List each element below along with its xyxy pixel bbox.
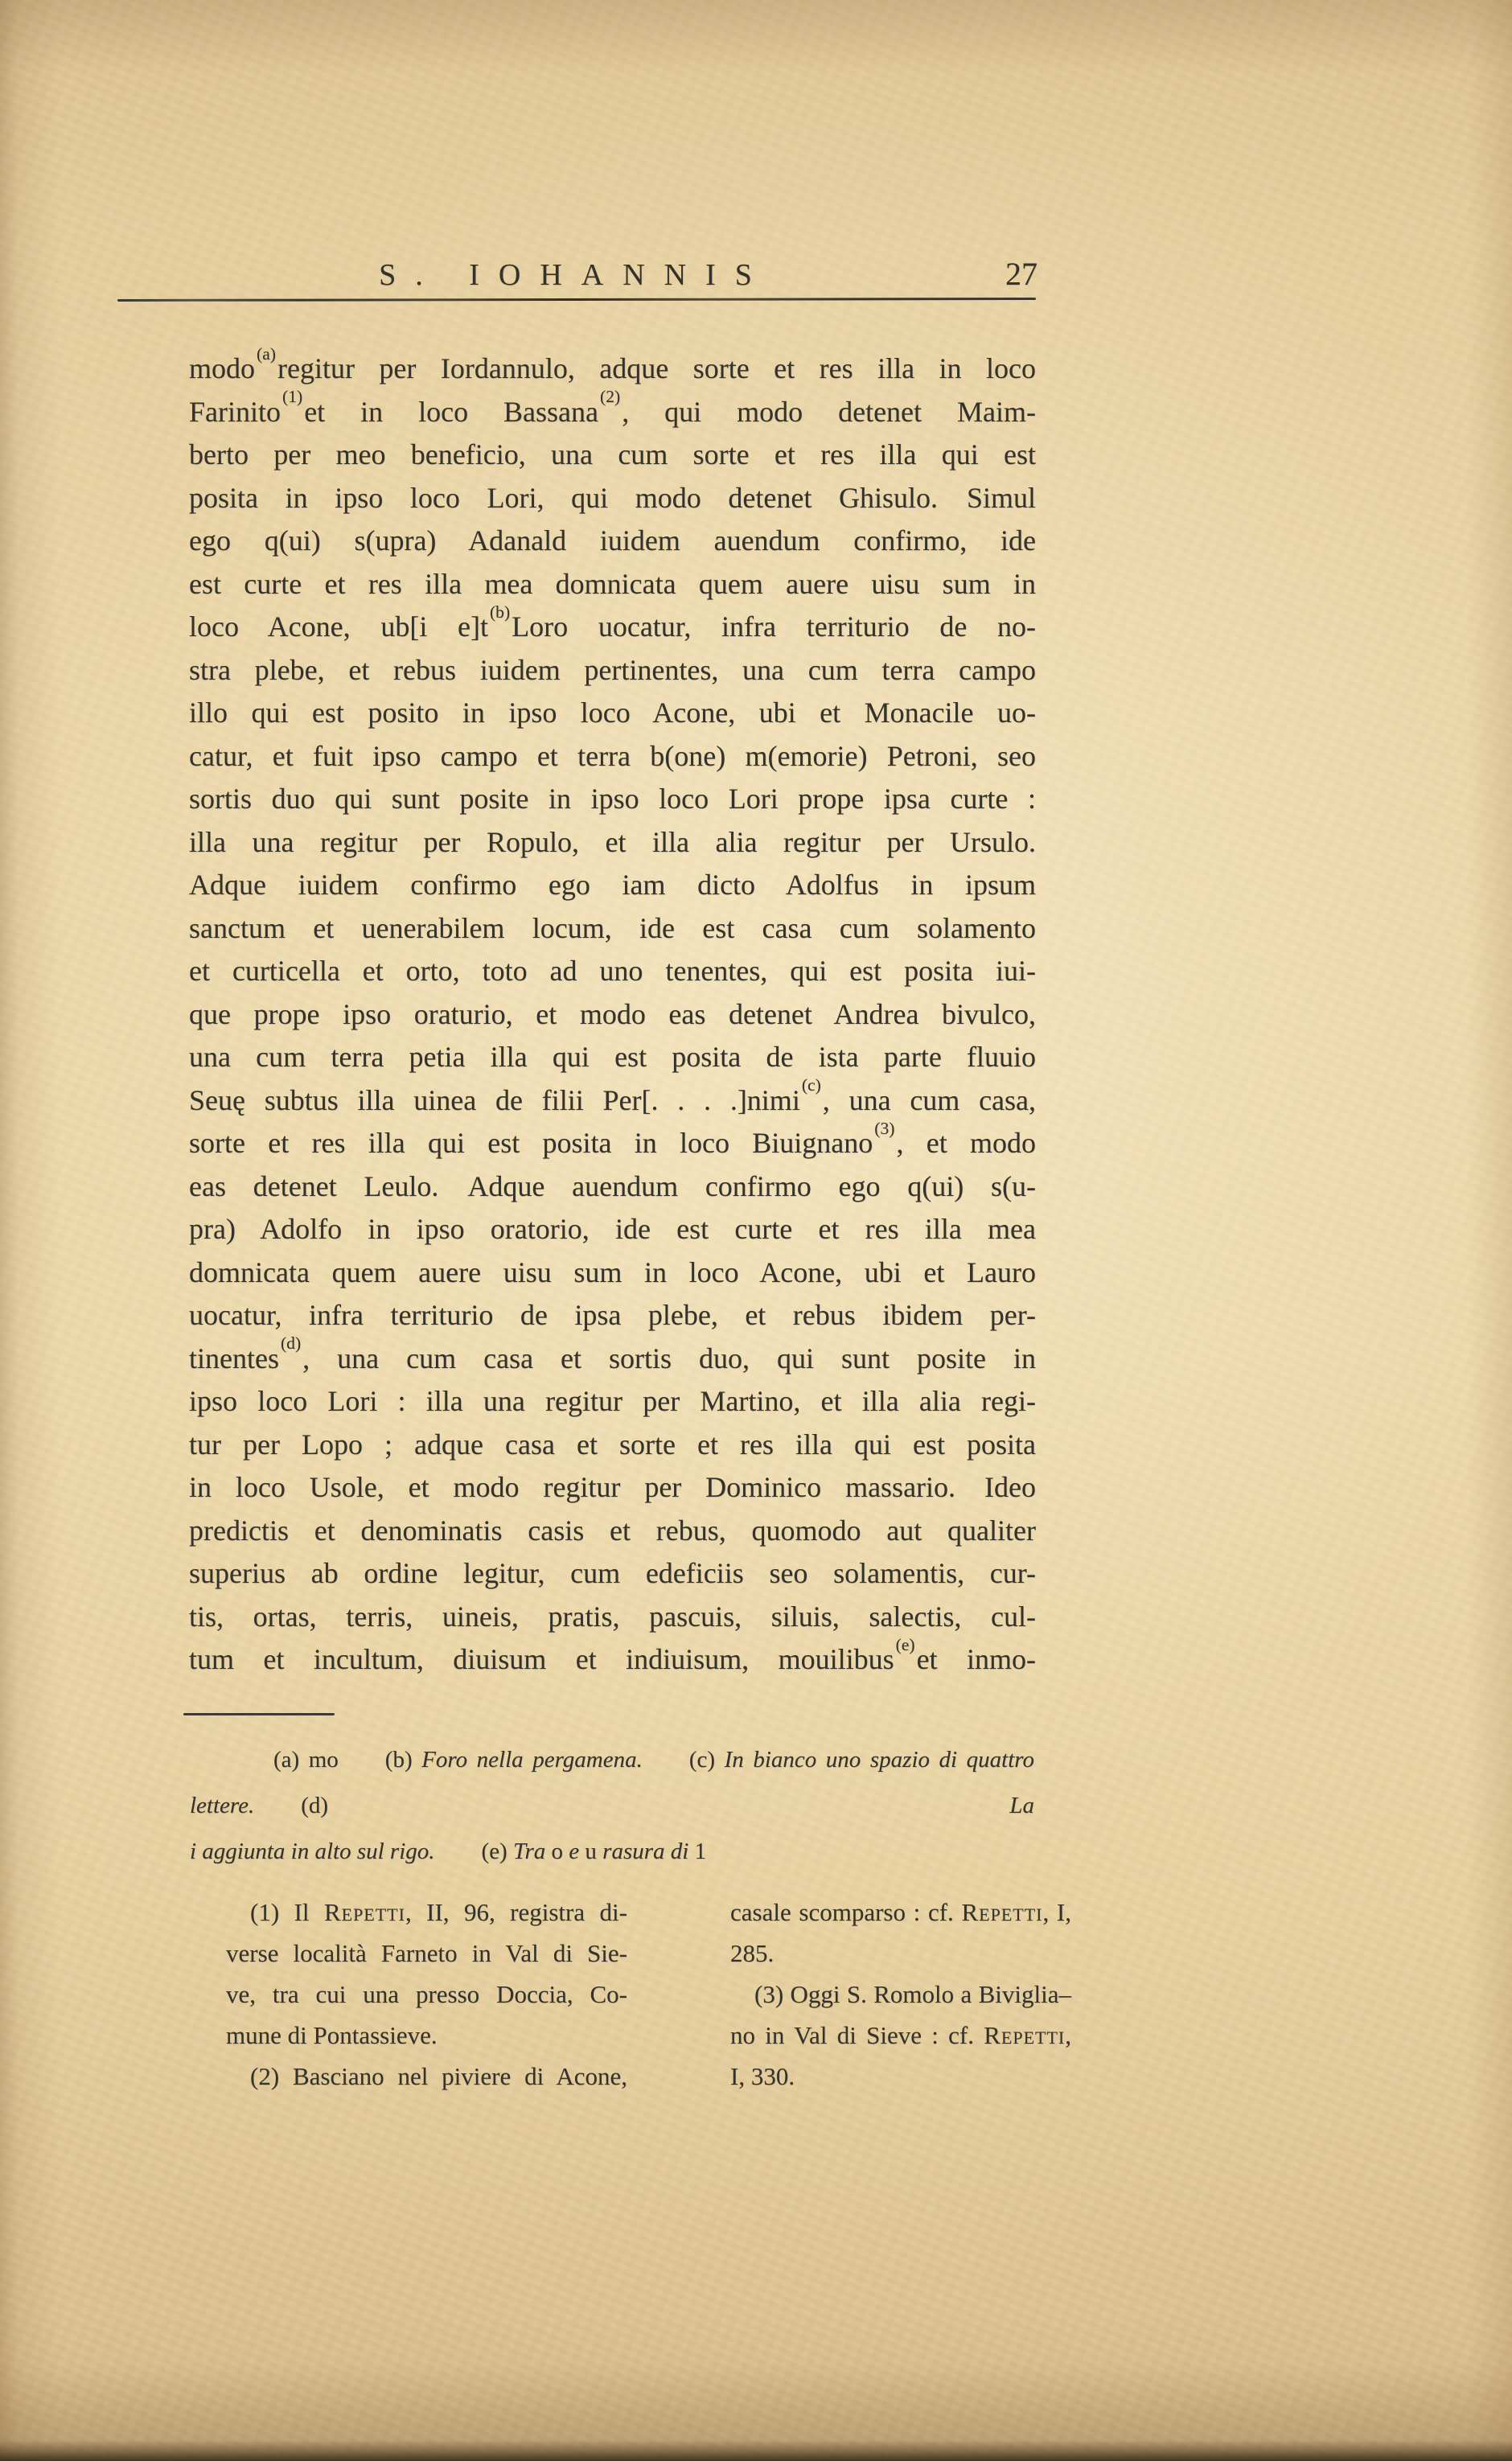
text-line: modo$^{(a)}$regitur per Iordannulo, adque sorte et res illa in loco <box>189 343 1036 384</box>
footnote-marker: (3) <box>874 1118 895 1138</box>
text-line: catur, et fuit ipso campo et terra b(one) m(emorie) Petroni, seo <box>189 739 1036 772</box>
footnotes-left-column <box>226 1892 627 2097</box>
text-line: ipso loco Lori : illa una regitur per Martino, et illa alia regi- <box>189 1385 1036 1417</box>
text-line: uocatur, infra territurio de ipsa plebe, et rebus ibidem per- <box>189 1299 1036 1331</box>
text-line: pra) Adolfo in ipso oratorio, ide est curte et res illa mea <box>189 1213 1036 1245</box>
text-line: Adque iuidem confirmo ego iam dicto Adolfus in ipsum <box>189 869 1036 901</box>
footnote-marker: (d) <box>280 1333 302 1354</box>
footnote-marker: (b) <box>489 602 511 622</box>
text-line: i aggiunta in alto sul rigo. (e) Tra o e u rasura di 1 <box>190 1839 707 1864</box>
text-line: no in Val di Sieve : cf. Repetti, <box>730 2021 1071 2049</box>
small-caps-name: Repetti <box>984 2021 1066 2049</box>
critical-apparatus-notes <box>190 1737 1034 1875</box>
styled-text: Foro nella pergamena. <box>421 1747 643 1773</box>
text-line: sorte et res illa qui est posita in loco Biuignano$^{(3)}$, et modo <box>189 1118 1037 1159</box>
text-line: illa una regitur per Ropulo, et illa alia regitur per Ursulo. <box>189 825 1036 858</box>
text-line: tis, ortas, terris, uineis, pratis, pascuis, siluis, salectis, cul- <box>189 1600 1036 1633</box>
text-line: ego q(ui) s(upra) Adanald iuidem auendum confirmo, ide <box>189 524 1036 557</box>
text-line: predictis et denominatis casis et rebus, quomodo aut qualiter <box>189 1514 1036 1547</box>
text-line: (2) Basciano nel piviere di Acone, <box>250 2062 627 2090</box>
text-line: loco Acone, ub[i e]t$^{(b)}$Loro uocatur, infra territurio de no- <box>189 602 1036 643</box>
styled-text: La <box>1009 1793 1034 1818</box>
styled-text: Tra <box>512 1839 552 1864</box>
styled-text: In bianco uno spazio di quattro lettere. <box>190 1747 1034 1818</box>
main-text-block <box>189 343 1037 1682</box>
text-line: est curte et res illa mea domnicata quem auere uisu sum in <box>189 567 1036 600</box>
text-line: stra plebe, et rebus iuidem pertinentes, una cum terra campo <box>189 653 1036 686</box>
footnote-separator-rule <box>183 1713 335 1715</box>
text-line: in loco Usole, et modo regitur per Dominico massario. Ideo <box>189 1471 1036 1503</box>
text-line: posita in ipso loco Lori, qui modo detenet Ghisulo. Simul <box>189 481 1036 514</box>
header-rule <box>117 298 1036 302</box>
page-number: 27 <box>1005 256 1037 292</box>
text-line: berto per meo beneficio, una cum sorte et res illa qui est <box>189 438 1036 470</box>
running-head-title: S. IOHANNIS <box>379 258 771 292</box>
text-line: tum et incultum, diuisum et indiuisum, mouilibus$^{(e)}$et inmo- <box>189 1634 1036 1675</box>
styled-text: i aggiunta in alto sul rigo. <box>190 1839 435 1864</box>
text-line: Farinito$^{(1)}$et in loco Bassana$^{(2)}$, qui modo detenet Maim- <box>189 387 1036 428</box>
text-line: casale scomparso : cf. Repetti, I, <box>730 1898 1071 1926</box>
text-line: (3) Oggi S. Romolo a Biviglia– <box>754 1980 1071 2008</box>
text-line: et curticella et orto, toto ad uno tenentes, qui est posita iui- <box>189 955 1036 987</box>
text-line: ve, tra cui una presso Doccia, Co- <box>226 1980 627 2008</box>
text-line: eas detenet Leulo. Adque auendum confirmo ego q(ui) s(u- <box>189 1169 1036 1202</box>
footnotes-right-column <box>730 1892 1071 2097</box>
footnote-marker: (1) <box>282 387 303 407</box>
text-line: (a) mo (b) Foro nella pergamena. (c) In bianco uno spazio di quattro lettere. (d) La <box>190 1747 1034 1818</box>
text-line: (1) Il Repetti, II, 96, registra di- <box>250 1898 627 1926</box>
text-line: 285. <box>730 1939 774 1967</box>
text-line: sanctum et uenerabilem locum, ide est casa cum solamento <box>189 911 1036 944</box>
text-line: una cum terra petia illa qui est posita de ista parte fluuio <box>189 1041 1036 1073</box>
text-line: verse località Farneto in Val di Sie- <box>226 1939 627 1967</box>
styled-text: rasura di <box>596 1839 695 1864</box>
text-line: mune di Pontassieve. <box>226 2021 438 2049</box>
page-bottom-edge-shadow <box>0 2440 1512 2461</box>
text-line: tinentes$^{(d)}$, una cum casa et sortis duo, qui sunt posite in <box>189 1333 1036 1374</box>
text-line: illo qui est posito in ipso loco Acone, ubi et Monacile uo- <box>189 696 1036 729</box>
footnote-marker: (e) <box>895 1634 915 1654</box>
footnote-marker: (2) <box>600 387 621 407</box>
small-caps-name: Repetti <box>323 1898 405 1926</box>
small-caps-name: Repetti <box>961 1898 1043 1926</box>
text-line: que prope ipso oraturio, et modo eas detenet Andrea bivulco, <box>189 997 1036 1030</box>
text-line: domnicata quem auere uisu sum in loco Acone, ubi et Lauro <box>189 1255 1036 1288</box>
styled-text: e <box>563 1839 585 1864</box>
text-line: superius ab ordine legitur, cum edeficiis seo solamentis, cur- <box>189 1557 1036 1589</box>
text-line: sortis duo qui sunt posite in ipso loco Lori prope ipsa curte : <box>189 783 1036 815</box>
text-line: I, 330. <box>730 2062 795 2090</box>
footnote-marker: (c) <box>801 1075 821 1095</box>
text-line: tur per Lopo ; adque casa et sorte et res illa qui est posita <box>189 1428 1036 1461</box>
footnote-marker: (a) <box>257 343 276 364</box>
text-line: Seuę subtus illa uinea de filii Per[. . . .]nimi$^{(c)}$, una cum casa, <box>189 1075 1037 1116</box>
